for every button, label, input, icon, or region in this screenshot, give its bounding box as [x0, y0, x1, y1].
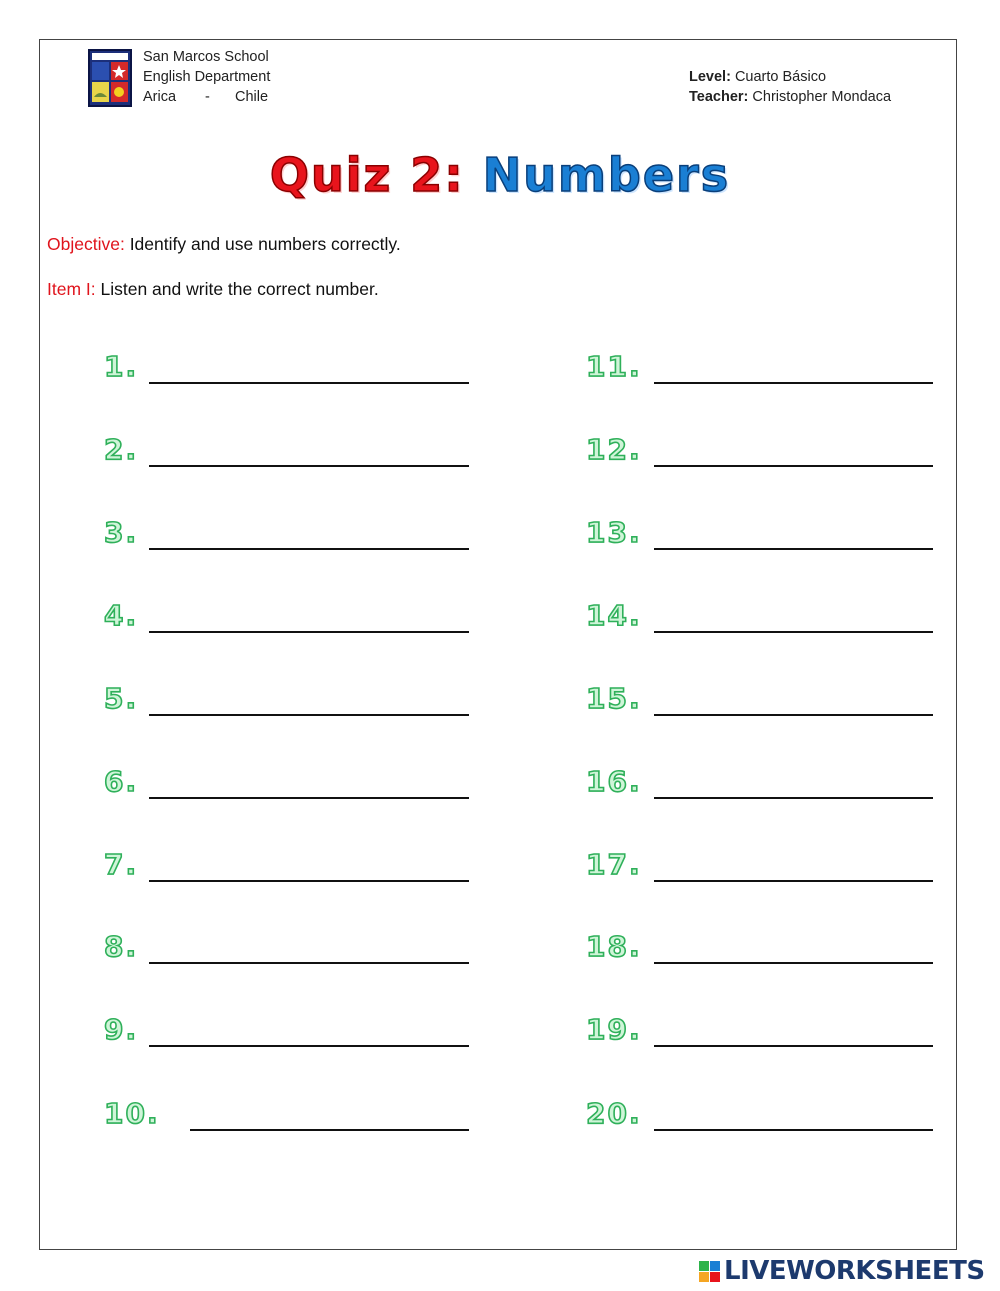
answer-blank[interactable] — [149, 1045, 469, 1047]
location-separator: - — [205, 89, 210, 105]
answer-blank[interactable] — [654, 382, 933, 384]
question-number: 6. — [104, 765, 139, 798]
school-city: Arica — [143, 89, 177, 105]
school-crest-icon — [88, 49, 132, 107]
answer-blank[interactable] — [654, 797, 933, 799]
school-country: Chile — [235, 89, 269, 105]
answer-blank[interactable] — [149, 548, 469, 550]
objective-label: Objective: — [47, 234, 125, 254]
level-label: Level: — [689, 69, 731, 85]
teacher-value: Christopher Mondaca — [752, 89, 892, 105]
teacher-line — [689, 87, 891, 107]
question-number: 1. — [104, 350, 139, 383]
question-number: 16. — [586, 765, 642, 798]
objective-text: Identify and use numbers correctly. — [129, 234, 401, 254]
item-text: Listen and write the correct number. — [100, 279, 379, 299]
answer-blank[interactable] — [654, 880, 933, 882]
liveworksheets-logo[interactable] — [699, 1256, 985, 1286]
page-title — [0, 148, 1000, 202]
teacher-label: Teacher: — [689, 89, 749, 105]
level-line — [689, 67, 891, 87]
level-value: Cuarto Básico — [734, 69, 827, 85]
question-number: 4. — [104, 599, 139, 632]
question-number: 11. — [586, 350, 642, 383]
answer-blank[interactable] — [654, 631, 933, 633]
answer-blank[interactable] — [654, 465, 933, 467]
answer-blank[interactable] — [149, 962, 469, 964]
question-number: 3. — [104, 516, 139, 549]
question-number: 5. — [104, 682, 139, 715]
liveworksheets-brand: LIVEWORKSHEETS — [724, 1256, 985, 1286]
question-number: 15. — [586, 682, 642, 715]
question-number: 12. — [586, 433, 642, 466]
question-number: 10. — [104, 1097, 160, 1130]
answer-blank[interactable] — [149, 797, 469, 799]
school-info — [143, 47, 270, 107]
answer-blank[interactable] — [149, 465, 469, 467]
answer-blank[interactable] — [149, 382, 469, 384]
answer-blank[interactable] — [654, 1045, 933, 1047]
question-number: 20. — [586, 1097, 642, 1130]
answer-blank[interactable] — [654, 1129, 933, 1131]
answer-blank[interactable] — [149, 714, 469, 716]
school-location — [143, 87, 270, 107]
school-name: San Marcos School — [143, 49, 269, 65]
page-border — [39, 39, 957, 1250]
question-number: 17. — [586, 848, 642, 881]
question-number: 18. — [586, 930, 642, 963]
answer-blank[interactable] — [149, 880, 469, 882]
answer-blank[interactable] — [654, 714, 933, 716]
answer-blank[interactable] — [654, 962, 933, 964]
question-number: 14. — [586, 599, 642, 632]
question-number: 2. — [104, 433, 139, 466]
item-label: Item I: — [47, 279, 96, 299]
quiz-meta — [689, 67, 891, 107]
title-numbers: Numbers — [482, 148, 731, 202]
liveworksheets-blocks-icon — [699, 1261, 720, 1282]
question-number: 19. — [586, 1013, 642, 1046]
answer-blank[interactable] — [190, 1129, 469, 1131]
title-quiz: Quiz 2: — [269, 148, 465, 202]
answer-blank[interactable] — [654, 548, 933, 550]
objective-line — [47, 234, 401, 255]
question-number: 8. — [104, 930, 139, 963]
question-number: 9. — [104, 1013, 139, 1046]
school-department: English Department — [143, 69, 271, 85]
item-line — [47, 279, 379, 300]
question-number: 7. — [104, 848, 139, 881]
answer-blank[interactable] — [149, 631, 469, 633]
question-number: 13. — [586, 516, 642, 549]
